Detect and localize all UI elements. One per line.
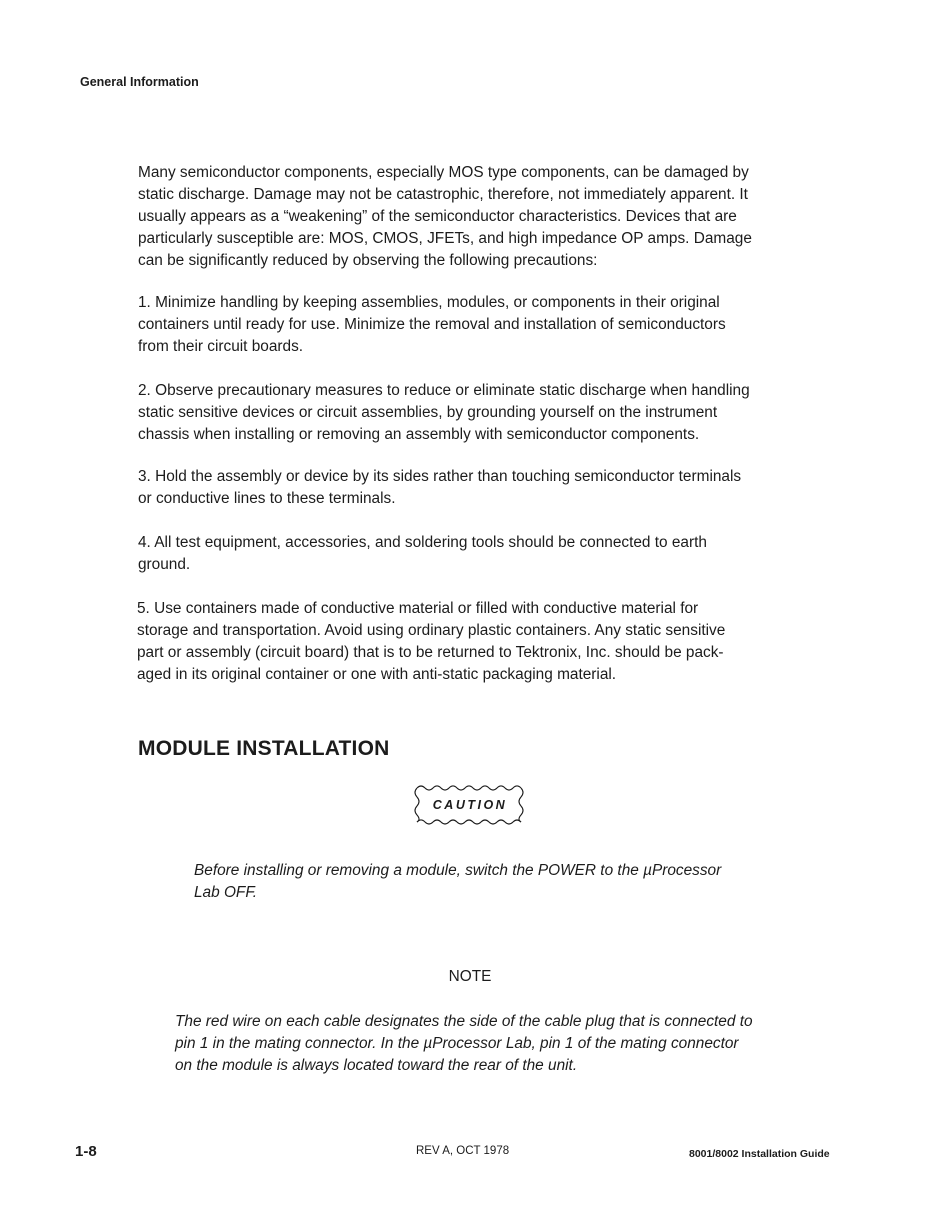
guide-title: 8001/8002 Installation Guide — [689, 1148, 830, 1160]
revision-label: REV A, OCT 1978 — [416, 1145, 510, 1157]
text-line: particularly susceptible are: MOS, CMOS, JFETs, and high impedance OP amps. Damage — [138, 230, 752, 247]
text-line: storage and transportation. Avoid using ordinary plastic containers. Any static sensitive — [137, 622, 726, 639]
text-line: on the module is always located toward the rear of the unit. — [175, 1057, 578, 1074]
text-line: static discharge. Damage may not be catastrophic, therefore, not immediately apparent. It — [138, 186, 748, 203]
text-line: chassis when installing or removing an assembly with semiconductor components. — [138, 426, 700, 443]
text-line: aged in its original container or one with anti-static packaging material. — [137, 666, 617, 683]
caution-label: CAUTION — [432, 798, 508, 812]
text-line: static sensitive devices or circuit assemblies, by grounding yourself on the instrument — [138, 404, 718, 421]
text-line: 5. Use containers made of conductive material or filled with conductive material for — [137, 600, 699, 617]
text-line: 4. All test equipment, accessories, and soldering tools should be connected to earth — [138, 534, 707, 551]
text-line: containers until ready for use. Minimize the removal and installation of semiconductors — [138, 316, 726, 333]
note-title: NOTE — [448, 968, 492, 985]
text-line: The red wire on each cable designates the side of the cable plug that is connected to — [175, 1013, 753, 1030]
running-header: General Information — [80, 75, 199, 89]
text-line: or conductive lines to these terminals. — [138, 490, 396, 507]
text-line: 2. Observe precautionary measures to reduce or eliminate static discharge when handling — [138, 382, 750, 399]
precaution-item-3 — [138, 466, 741, 510]
text-line: 1. Minimize handling by keeping assemblies, modules, or components in their original — [138, 294, 720, 311]
text-line: Lab OFF. — [194, 884, 258, 901]
note-text — [175, 1011, 753, 1077]
precaution-item-2 — [138, 380, 750, 446]
caution-badge — [412, 782, 528, 828]
page-number: 1-8 — [75, 1143, 97, 1160]
precaution-item-1 — [138, 292, 726, 358]
text-line: Many semiconductor components, especially MOS type components, can be damaged by — [138, 164, 749, 181]
text-line: Before installing or removing a module, switch the POWER to the µProcessor — [194, 862, 722, 879]
text-line: pin 1 in the mating connector. In the µProcessor Lab, pin 1 of the mating connector — [175, 1035, 739, 1052]
precaution-item-5 — [137, 598, 725, 686]
text-line: part or assembly (circuit board) that is to be returned to Tektronix, Inc. should be pack- — [137, 644, 724, 661]
text-line: from their circuit boards. — [138, 338, 304, 355]
text-line: ground. — [138, 556, 191, 573]
intro-paragraph — [138, 162, 752, 272]
text-line: 3. Hold the assembly or device by its sides rather than touching semiconductor terminals — [138, 468, 742, 485]
text-line: can be significantly reduced by observing the following precautions: — [138, 252, 598, 269]
text-line: usually appears as a “weakening” of the semiconductor characteristics. Devices that are — [138, 208, 737, 225]
precaution-item-4 — [138, 532, 707, 576]
caution-text — [194, 860, 721, 904]
section-title: MODULE INSTALLATION — [138, 737, 390, 760]
